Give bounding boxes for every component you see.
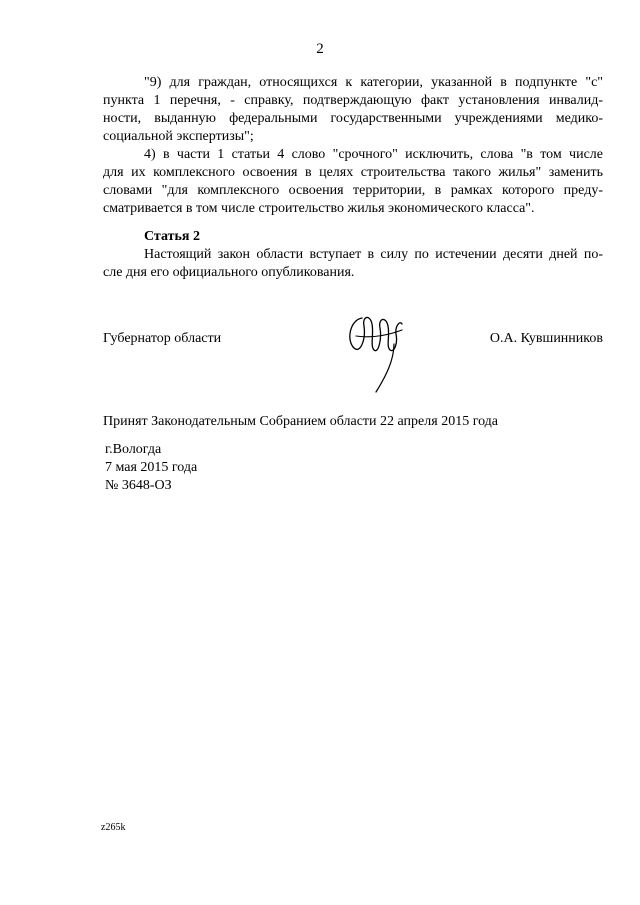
paragraph-line: пункта 1 перечня, - справку, подтверждающую факт установления инвалид- — [103, 93, 603, 108]
meta-number: № 3648-ОЗ — [105, 478, 172, 493]
signatory-title: Губернатор области — [103, 331, 222, 346]
article-2 — [103, 228, 603, 282]
meta-city: г.Вологда — [105, 442, 162, 457]
paragraph-line: ности, выданную федеральными государственными учреждениями медико- — [103, 111, 603, 126]
article-heading: Статья 2 — [144, 229, 200, 244]
adoption-statement: Принят Законодательным Собранием области 22 апреля 2015 года — [103, 414, 499, 429]
paragraph-item-9 — [103, 74, 603, 146]
article-line: Настоящий закон области вступает в силу по истечении десяти дней по- — [144, 247, 603, 262]
paragraph-item-4 — [103, 146, 603, 218]
meta-date: 7 мая 2015 года — [105, 460, 198, 475]
document-meta — [105, 441, 197, 495]
paragraph-line: 4) в части 1 статьи 4 слово "срочного" исключить, слова "в том числе — [144, 147, 603, 162]
page-number: 2 — [316, 41, 324, 57]
signatory-name: О.А. Кувшинников — [489, 331, 603, 346]
paragraph-line: для их комплексного освоения в целях строительства такого жилья" заменить — [103, 165, 603, 180]
paragraph-line: социальной экспертизы"; — [103, 129, 254, 144]
paragraph-line: словами "для комплексного освоения территории, в рамках которого преду- — [103, 183, 603, 198]
article-line: сле дня его официального опубликования. — [103, 265, 355, 280]
paragraph-line: "9) для граждан, относящихся к категории, указанной в подпункте "с" — [144, 75, 603, 90]
law-text-body — [103, 74, 603, 218]
handwritten-signature — [340, 300, 410, 400]
paragraph-line: сматривается в том числе строительство жилья экономического класса". — [103, 201, 535, 216]
document-code: z265k — [101, 822, 126, 833]
